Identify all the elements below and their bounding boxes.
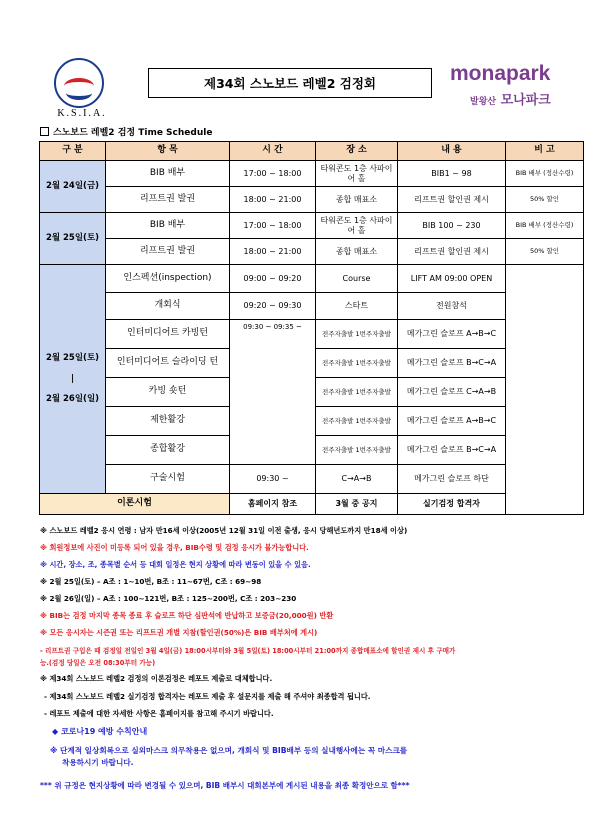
- monapark-korean-small: 발왕산: [470, 97, 497, 107]
- content-cell: 전원참석: [398, 293, 506, 320]
- note-line: - 제34회 스노보드 레벨2 실기검정 합격자는 레포트 제출 후 설문지를 제출 해 주셔야 최종합격 됩니다.: [44, 692, 371, 701]
- item-cell: BIB 배부: [106, 161, 230, 187]
- note-line: - 리프트권 구입은 때 검정일 전일인 3월 4일(금) 18:00시부터와 3월 5일(토) 18:00시부터 21:00까지 종합매표소에 할인권 제시 후 구매가: [40, 647, 456, 655]
- place-cell: 3월 중 공지: [316, 494, 398, 515]
- content-cell: BIB 100 ~ 230: [398, 213, 506, 239]
- note-line: ◆ 코로나19 예방 수칙안내: [52, 727, 148, 736]
- table-row: [40, 465, 584, 494]
- note-line: 착용하시기 바랍니다.: [62, 758, 134, 767]
- item-cell: 인터미디어트 슬라이딩 턴: [106, 349, 230, 378]
- table-row: [40, 213, 584, 239]
- ksia-emblem-icon: [54, 58, 104, 108]
- place-cell: 타워콘도 1층 사파이어 홀: [316, 213, 398, 239]
- item-cell: 제한활강: [106, 407, 230, 436]
- item-cell: BIB 배부: [106, 213, 230, 239]
- note-cell: 50% 할인: [506, 187, 584, 213]
- place-cell: C→A→B: [316, 465, 398, 494]
- content-cell: 실기검정 합격자: [398, 494, 506, 515]
- table-row: [40, 239, 584, 265]
- schedule-heading-text: 스노보드 레벨2 검정 Time Schedule: [53, 128, 213, 138]
- place-cell: 종합 매표소: [316, 187, 398, 213]
- content-cell: 메가그린 슬로프 A→B→C: [398, 407, 506, 436]
- table-row: [40, 161, 584, 187]
- monapark-wordmark: monapark: [450, 62, 551, 85]
- content-cell: 메가그린 슬로프 C→A→B: [398, 378, 506, 407]
- content-cell: 메가그린 슬로프 하단: [398, 465, 506, 494]
- place-cell: 전주자출발 1번주자출발: [316, 407, 398, 436]
- monapark-korean: [470, 89, 551, 108]
- place-cell: Course: [316, 265, 398, 293]
- col-header: 장 소: [316, 142, 398, 161]
- place-cell: 전주자출발 1번주자출발: [316, 349, 398, 378]
- table-row: [40, 265, 584, 293]
- place-cell: 전주자출발 1번주자출발: [316, 436, 398, 465]
- time-cell: 18:00 ~ 21:00: [230, 239, 316, 265]
- exam-date-cell: [40, 265, 106, 494]
- exam-date-sep: |: [70, 373, 75, 384]
- item-cell: 리프트권 발권: [106, 239, 230, 265]
- theory-item-cell: 이론시험: [40, 494, 230, 515]
- note-cell: BIB 배부 (정산수령): [506, 161, 584, 187]
- item-cell: 개회식: [106, 293, 230, 320]
- exam-date-to: 2월 26일(일): [45, 394, 100, 405]
- time-cell: 18:00 ~ 21:00: [230, 187, 316, 213]
- schedule-heading: [40, 125, 212, 138]
- monapark-korean-main: 모나파크: [500, 93, 551, 108]
- col-header: 시 간: [230, 142, 316, 161]
- note-line: ※ 2월 26일(일) – A조 : 100~121번, B조 : 125~200번, C조 : 203~230: [40, 594, 297, 603]
- col-header: 내 용: [398, 142, 506, 161]
- content-cell: 메가그린 슬로프 A→B→C: [398, 320, 506, 349]
- place-cell: 전주자출발 1번주자출발: [316, 378, 398, 407]
- time-cell: 17:00 ~ 18:00: [230, 213, 316, 239]
- table-row: [40, 320, 584, 349]
- note-line: ※ 회원정보에 사진이 미등록 되어 있을 경우, BIB수령 및 검정 응시가 불가능합니다.: [40, 543, 309, 552]
- note-cell-empty: [506, 265, 584, 515]
- table-row: [40, 293, 584, 320]
- note-line: ※ 제34회 스노보드 레벨2 검정의 이론검정은 레포트 제출로 대체합니다.: [40, 674, 273, 683]
- note-line: ※ 2월 25일(토) – A조 : 1~10번, B조 : 11~67번, C조 : 69~98: [40, 577, 262, 586]
- item-cell: 리프트권 발권: [106, 187, 230, 213]
- table-header-row: [40, 142, 584, 161]
- time-cell: 09:30 ~: [230, 465, 316, 494]
- page-title: 제34회 스노보드 레벨2 검정회: [148, 68, 432, 98]
- date-cell: 2월 24일(금): [40, 161, 106, 213]
- place-cell: 타워콘도 1층 사파이어 홀: [316, 161, 398, 187]
- content-cell: BIB1 ~ 98: [398, 161, 506, 187]
- ksia-label: K.S.I.A.: [57, 108, 107, 119]
- item-cell: 종합활강: [106, 436, 230, 465]
- time-cell: 홈페이지 참조: [230, 494, 316, 515]
- item-cell: 카빙 숏턴: [106, 378, 230, 407]
- note-line: 능.(검정 당일은 오전 08:30부터 가능): [40, 659, 156, 667]
- events-time-cell: 09:30 ~ 09:35 ~: [230, 320, 316, 465]
- place-cell: 전주자출발 1번주자출발: [316, 320, 398, 349]
- exam-date-from: 2월 25일(토): [45, 353, 100, 364]
- place-cell: 종합 매표소: [316, 239, 398, 265]
- checkbox-icon: [40, 127, 49, 136]
- note-line: - 레포트 제출에 대한 자세한 사항은 홈페이지를 참고해 주시기 바랍니다.: [44, 709, 274, 718]
- item-cell: 인터미디어트 카빙턴: [106, 320, 230, 349]
- note-line: *** 위 규정은 현지상황에 따라 변경될 수 있으며, BIB 배부시 대회본부에 게시된 내용을 최종 확정안으로 함***: [40, 781, 410, 790]
- ksia-logo: [42, 58, 122, 120]
- content-cell: 리프트권 할인권 제시: [398, 187, 506, 213]
- col-header: 항 목: [106, 142, 230, 161]
- time-cell: 09:20 ~ 09:30: [230, 293, 316, 320]
- item-cell: 구술시험: [106, 465, 230, 494]
- time-cell: 17:00 ~ 18:00: [230, 161, 316, 187]
- content-cell: 메가그린 슬로프 B→C→A: [398, 436, 506, 465]
- time-cell: 09:00 ~ 09:20: [230, 265, 316, 293]
- content-cell: 리프트권 할인권 제시: [398, 239, 506, 265]
- note-cell: 50% 할인: [506, 239, 584, 265]
- table-row: [40, 494, 584, 515]
- note-line: ※ 스노보드 레벨2 응시 연령 : 남자 만16세 이상(2005년 12월 31일 이전 출생, 응시 당해년도까지 만18세 이상): [40, 526, 408, 535]
- date-cell: 2월 25일(토): [40, 213, 106, 265]
- note-line: ※ 시간, 장소, 조, 종목별 순서 등 대회 일정은 현지 상황에 따라 변동이 있을 수 있음.: [40, 560, 311, 569]
- monapark-logo: [444, 62, 584, 112]
- table-row: [40, 187, 584, 213]
- note-line: ※ 모든 응시자는 시즌권 또는 리프트권 개별 지참(할인권(50%)은 BIB 배부처에 게시): [40, 628, 318, 637]
- place-cell: 스타트: [316, 293, 398, 320]
- col-header: 구 분: [40, 142, 106, 161]
- col-header: 비 고: [506, 142, 584, 161]
- schedule-table: [39, 141, 584, 515]
- content-cell: 메가그린 슬로프 B→C→A: [398, 349, 506, 378]
- note-line: ※ BIB는 검정 마지막 종목 종료 후 슬로프 하단 심판석에 반납하고 보증금(20,000원) 반환: [40, 611, 334, 620]
- item-cell: 인스펙션(inspection): [106, 265, 230, 293]
- note-cell: BIB 배부 (정산수령): [506, 213, 584, 239]
- note-line: ※ 단계적 일상회복으로 실외마스크 의무착용은 없으며, 개회식 및 BIB배부 등의 실내행사에는 꼭 마스크를: [50, 746, 408, 755]
- content-cell: LIFT AM 09:00 OPEN: [398, 265, 506, 293]
